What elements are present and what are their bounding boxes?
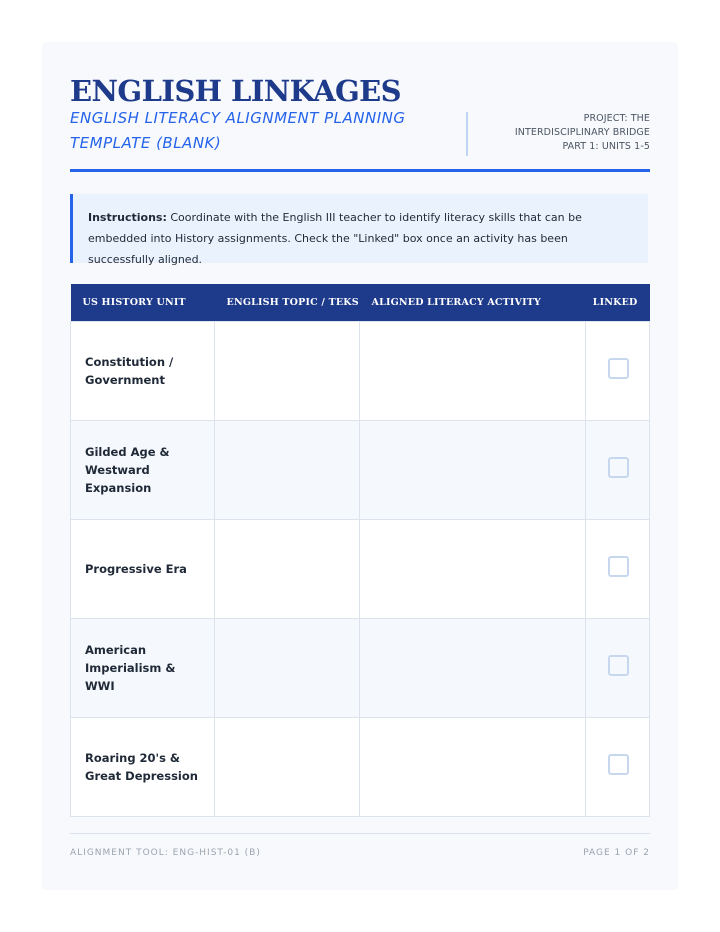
activity-cell[interactable] <box>360 520 586 619</box>
instructions-box <box>70 194 648 266</box>
header-divider <box>70 169 650 172</box>
linked-cell <box>586 421 650 520</box>
linked-checkbox[interactable] <box>608 556 629 577</box>
table-header-row <box>71 284 650 322</box>
document-subtitle: ENGLISH LITERACY ALIGNMENT PLANNING TEMPLATE (BLANK) <box>70 109 406 152</box>
activity-cell[interactable] <box>360 718 586 817</box>
table-row <box>71 520 650 619</box>
topic-cell[interactable] <box>215 421 360 520</box>
topic-cell[interactable] <box>215 718 360 817</box>
project-line-1: PROJECT: THE <box>583 113 650 124</box>
unit-cell: American Imperialism & WWI <box>71 619 215 718</box>
footer-page-number: PAGE 1 OF 2 <box>583 848 650 858</box>
topic-cell[interactable] <box>215 520 360 619</box>
document-page <box>42 42 678 890</box>
table-row <box>71 619 650 718</box>
unit-cell: Progressive Era <box>71 520 215 619</box>
unit-cell: Constitution / Government <box>71 322 215 421</box>
table-row <box>71 421 650 520</box>
topic-cell[interactable] <box>215 322 360 421</box>
linked-cell <box>586 718 650 817</box>
alignment-table <box>70 284 650 817</box>
column-header-unit: US HISTORY UNIT <box>71 284 215 322</box>
table-row <box>71 718 650 817</box>
column-header-topic: ENGLISH TOPIC / TEKS <box>215 284 360 322</box>
unit-cell: Gilded Age & Westward Expansion <box>71 421 215 520</box>
footer-divider <box>70 833 650 834</box>
column-header-activity: ALIGNED LITERACY ACTIVITY <box>360 284 586 322</box>
linked-cell <box>586 520 650 619</box>
linked-checkbox[interactable] <box>608 358 629 379</box>
activity-cell[interactable] <box>360 421 586 520</box>
project-line-2: INTERDISCIPLINARY BRIDGE <box>514 127 650 138</box>
instructions-label: Instructions: <box>88 211 167 224</box>
linked-checkbox[interactable] <box>608 655 629 676</box>
instructions-text: Coordinate with the English III teacher to identify literacy skills that can be embedded into History assignments. Check the "Linked" box once an activity has been successfully aligned. <box>88 211 582 266</box>
table-row <box>71 322 650 421</box>
linked-checkbox[interactable] <box>608 457 629 478</box>
activity-cell[interactable] <box>360 619 586 718</box>
document-title: ENGLISH LINKAGES <box>70 74 401 108</box>
document-header <box>70 74 650 170</box>
linked-checkbox[interactable] <box>608 754 629 775</box>
project-info <box>466 112 650 156</box>
unit-cell: Roaring 20's & Great Depression <box>71 718 215 817</box>
footer-tool-id: ALIGNMENT TOOL: ENG-HIST-01 (B) <box>70 848 261 858</box>
column-header-linked: LINKED <box>586 284 650 322</box>
topic-cell[interactable] <box>215 619 360 718</box>
linked-cell <box>586 322 650 421</box>
activity-cell[interactable] <box>360 322 586 421</box>
project-line-3: PART 1: UNITS 1-5 <box>562 141 650 152</box>
linked-cell <box>586 619 650 718</box>
